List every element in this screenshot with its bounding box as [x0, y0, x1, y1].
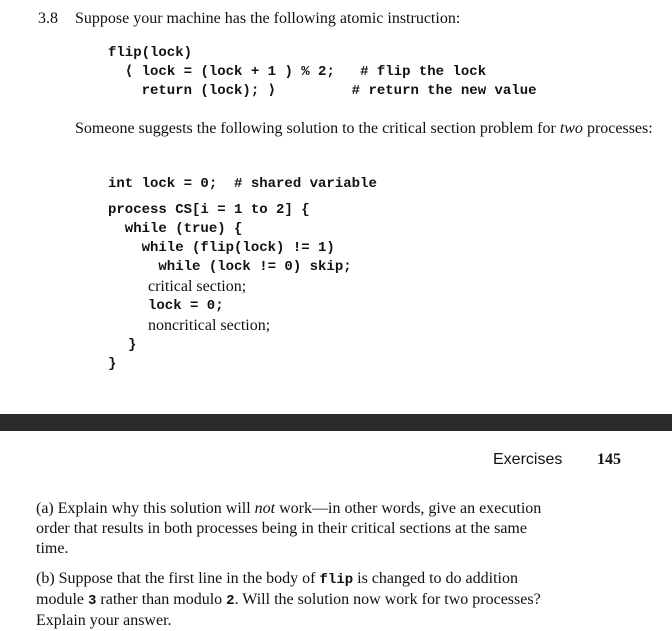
- solution-code-block: [108, 175, 377, 374]
- question-b-text: is changed to do addition: [357, 570, 518, 587]
- question-b-code: 2: [226, 593, 235, 609]
- page-number: 145: [597, 451, 621, 468]
- code-line: while (true) {: [108, 221, 243, 237]
- question-a-line: order that results in both processes being in their critical sections at the same: [36, 520, 527, 537]
- problem-number: 3.8: [38, 10, 58, 27]
- code-close-brace: }: [128, 337, 137, 353]
- code-line: return (lock); ⟩ # return the new value: [108, 83, 537, 99]
- critical-section-line: critical section;: [148, 278, 247, 295]
- flip-code-block: [108, 44, 537, 101]
- question-b-code: flip: [319, 572, 354, 588]
- question-a-text: work—in other words, give an execution: [279, 500, 542, 517]
- question-b-text: . Will the solution now work for two processes?: [234, 591, 541, 608]
- problem-intro: Suppose your machine has the following atomic instruction:: [75, 10, 461, 27]
- question-a: [36, 499, 636, 559]
- suggestion-emphasis: two: [559, 120, 583, 137]
- question-b: [36, 569, 636, 631]
- page-bottom: [0, 431, 672, 628]
- question-b-code: 3: [88, 593, 97, 609]
- code-line: int lock = 0; # shared variable: [108, 176, 377, 192]
- question-b-text: module: [36, 591, 84, 608]
- running-header-label: Exercises: [493, 451, 563, 468]
- code-line: while (lock != 0) skip;: [108, 259, 352, 275]
- code-line: flip(lock): [108, 45, 193, 61]
- noncritical-section-line: noncritical section;: [148, 317, 271, 334]
- question-a-text: (a) Explain why this solution will: [36, 500, 251, 517]
- question-b-line: [36, 590, 636, 611]
- code-line: ⟨ lock = (lock + 1 ) % 2; # flip the lock: [108, 64, 487, 80]
- question-b-line: [36, 569, 636, 590]
- code-close-brace: }: [108, 356, 117, 372]
- suggestion-text: Someone suggests the following solution to the critical section problem for: [75, 120, 556, 137]
- question-b-text: rather than modulo: [100, 591, 223, 608]
- lock-reset-line: lock = 0;: [148, 298, 224, 314]
- code-line: process CS[i = 1 to 2] {: [108, 202, 310, 218]
- question-b-text: (b) Suppose that the first line in the body of: [36, 570, 316, 587]
- question-a-line: [36, 499, 636, 519]
- suggestion-text-end: processes:: [586, 120, 653, 137]
- code-line: while (flip(lock) != 1): [108, 240, 335, 256]
- question-a-emphasis: not: [254, 500, 276, 517]
- question-b-line: Explain your answer.: [36, 612, 172, 629]
- page-divider: [0, 414, 672, 431]
- question-a-line: time.: [36, 540, 69, 557]
- suggestion-paragraph: [75, 119, 665, 139]
